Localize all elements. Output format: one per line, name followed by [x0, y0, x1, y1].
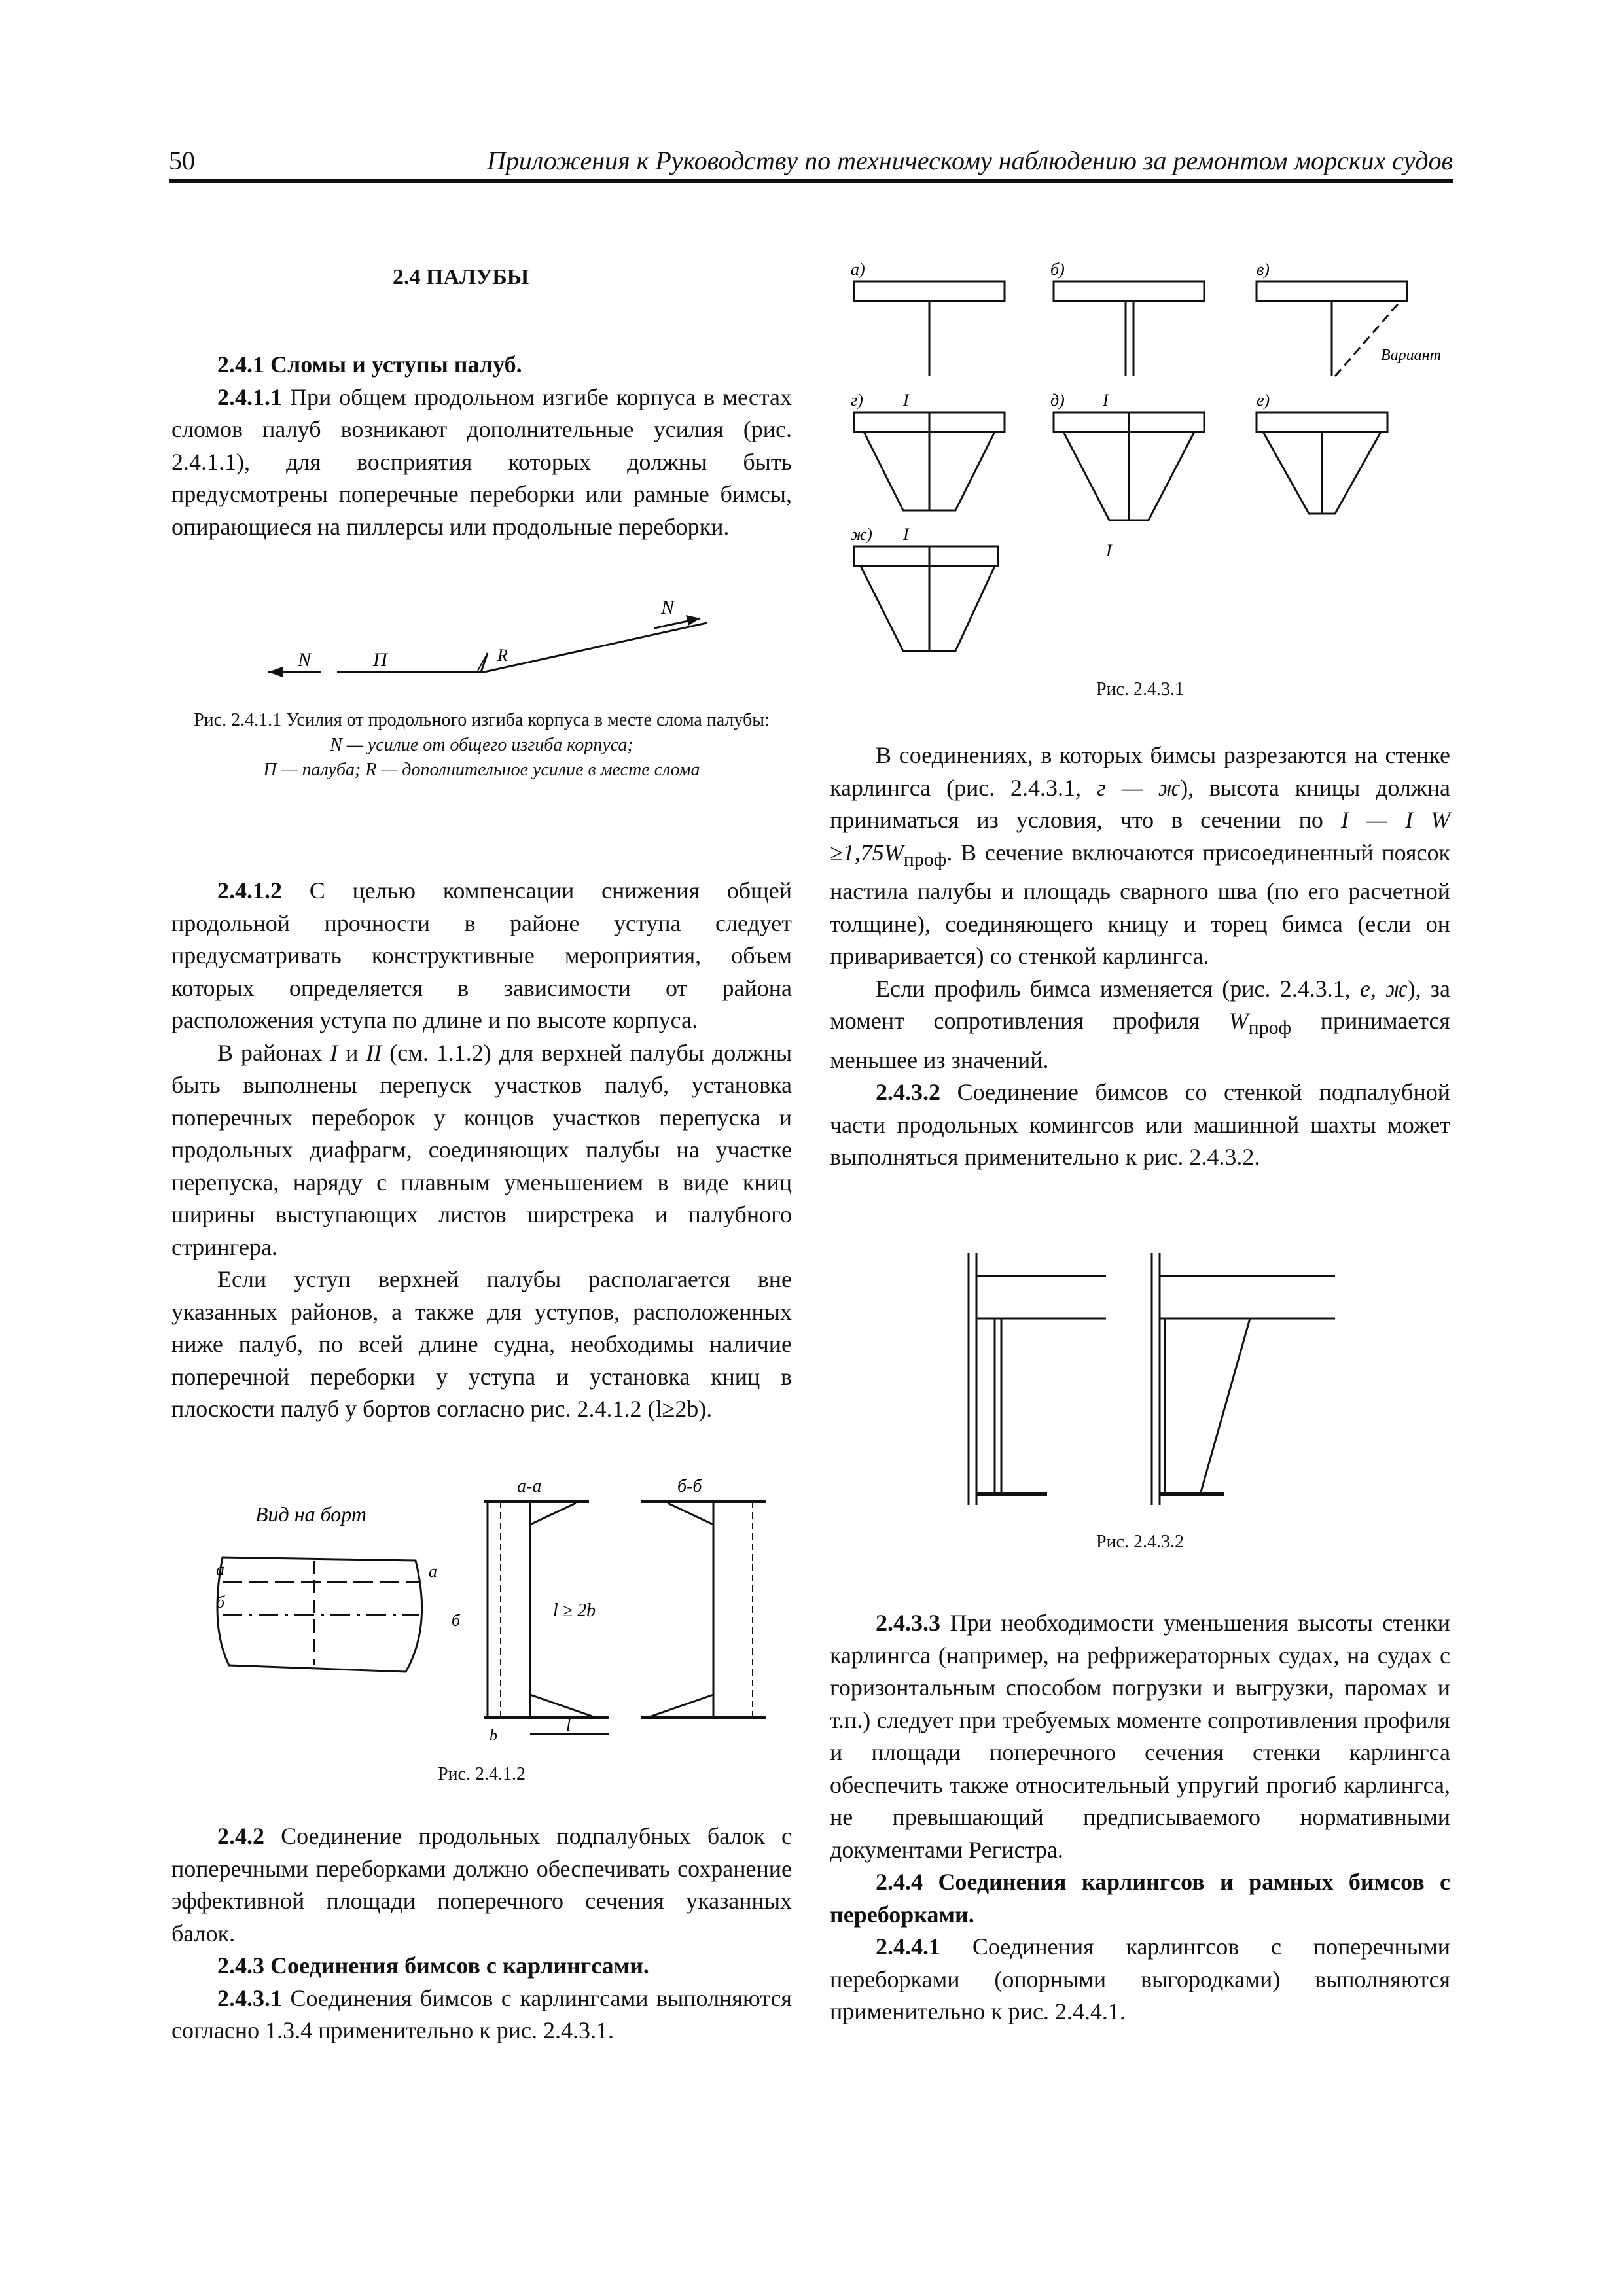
- figure-2-4-3-1: [838, 252, 1453, 671]
- view-label: Вид на борт: [255, 1502, 366, 1526]
- para-profile-change: Если профиль бимса изменяется (рис. 2.4.3.1, е, ж), за момент сопротивления профиля $W_{проф}$ принимается меньшее из значений.: [830, 975, 1450, 1073]
- caption-2-4-1-2: Рис. 2.4.1.2: [438, 1764, 526, 1784]
- dim-l-ge-2b: l ≥ 2b: [553, 1600, 596, 1621]
- para-cut-beams: В соединениях, в которых бимсы разрезаются на стенке карлингса (рис. 2.4.3.1, г — ж), высота кницы должна приниматься из условия, что в сечении по I — I $W \ge 1,75W_{проф}$. В сечение включаются присоединенный поясок настила палубы и площадь сварного шва (по его расчетной толщине), соединяющего кницу и торец бимса (если он приваривается) со стенкой карлингса.: [830, 742, 1450, 970]
- right-column-bottom: [830, 1607, 1450, 2028]
- svg-text:b: b: [490, 1727, 497, 1744]
- section-title: 2.4 ПАЛУБЫ: [393, 265, 529, 289]
- svg-text:а: а: [216, 1560, 224, 1579]
- section-bb-label: б-б: [677, 1476, 702, 1496]
- svg-text:а): а): [851, 260, 865, 279]
- para-regions: В районах I и II (см. 1.1.2) для верхней палубы должны быть выполнены перепуск участков палуб, установка поперечных переборок у концов участков перепуска и продольных диафрагм, соединяющих палубы на участке перепуска, наряду с плавным уменьшением в виде книц ширины выступающих листов ширстрека и палубного стрингера.: [171, 1039, 793, 1260]
- label-n-right: N: [661, 597, 675, 618]
- figure-2-4-1-2: [190, 1462, 792, 1750]
- para-2-4-3-3: 2.4.3.3 При необходимости уменьшения высоты стенки карлингса (например, на рефрижераторных судах, на судах с горизонтальным способом погрузки и выгрузки, паромах и т.п.) следует при требуемых моменте сопротивления профиля и площади поперечного сечения стенки карлингса обеспечить также относительный упругий прогиб карлингса, не превышающий предписываемого нормативными документами Регистра.: [830, 1610, 1450, 1863]
- svg-text:l: l: [566, 1716, 571, 1735]
- para-2-4-3-2: 2.4.3.2 Соединение бимсов со стенкой подпалубной части продольных комингсов или машинной шахты может выполняться применительно к рис. 2.4.3.2.: [830, 1079, 1450, 1171]
- para-2-4-4-1: 2.4.4.1 Соединения карлингсов с поперечными переборками (опорными выгородками) выполняются применительно к рис. 2.4.4.1.: [830, 1934, 1450, 2024]
- caption-2-4-3-1: Рис. 2.4.3.1: [1096, 679, 1184, 699]
- svg-text:ж): ж): [851, 525, 872, 544]
- heading-2-4-4: 2.4.4 Соединения карлингсов и рамных бимсов с переборками.: [830, 1869, 1450, 1928]
- svg-text:б: б: [216, 1593, 225, 1612]
- page-header: [169, 145, 1453, 183]
- label-p: П: [373, 649, 387, 671]
- caption-2-4-1-1: Рис. 2.4.1.1 Усилия от продольного изгиба корпуса в месте слома палубы: N — усилие от общего изгиба корпуса; П — палуба; R — дополнительное усилие в месте слома: [194, 710, 770, 780]
- para-outside-regions: Если уступ верхней палубы располагается вне указанных районов, а также для уступов, расположенных ниже палуб, по всей длине судна, необходимы наличие поперечной переборки у уступа и установка книц в плоскости палуб у бортов согласно рис. 2.4.1.2 (l≥2b).: [171, 1266, 792, 1422]
- svg-text:д): д): [1050, 391, 1065, 410]
- svg-text:е): е): [1257, 391, 1270, 410]
- caption-2-4-3-2: Рис. 2.4.3.2: [1096, 1532, 1184, 1552]
- figure-2-4-1-1: [249, 589, 720, 694]
- heading-2-4-1: 2.4.1 Сломы и уступы палуб.: [217, 351, 522, 378]
- svg-text:г): г): [851, 391, 863, 410]
- label-n-left: N: [298, 649, 312, 671]
- left-column-middle: [171, 875, 792, 1426]
- variant-label: Вариант: [1381, 347, 1441, 364]
- left-column-bottom: [171, 1820, 792, 2047]
- svg-text:а: а: [429, 1562, 437, 1581]
- page-number: 50: [169, 146, 195, 175]
- svg-text:б): б): [1050, 260, 1065, 279]
- right-column-top: [830, 739, 1450, 1174]
- figure-2-4-3-2: [955, 1246, 1361, 1521]
- para-2-4-3-1: 2.4.3.1 Соединения бимсов с карлингсами выполняются согласно 1.3.4 применительно к рис. 2.4.3.1.: [171, 1985, 792, 2043]
- section-aa-label: а-а: [517, 1476, 542, 1496]
- svg-text:б: б: [452, 1611, 461, 1630]
- running-title: Приложения к Руководству по техническому наблюдению за ремонтом морских судов: [486, 146, 1453, 175]
- para-2-4-1-2: 2.4.1.2 С целью компенсации снижения общей продольной прочности в районе уступа следует предусматривать конструктивные мероприятия, объем которых определяется в зависимости от района расположения уступа по длине и по высоте корпуса.: [171, 877, 792, 1033]
- left-column-top: [171, 349, 792, 543]
- para-2-4-1-1: 2.4.1.1 При общем продольном изгибе корпуса в местах сломов палуб возникают дополнительные усилия (рис. 2.4.1.1), для восприятия которых должны быть предусмотрены поперечные переборки или рамные бимсы, опирающиеся на пиллерсы или продольные переборки.: [171, 383, 792, 540]
- heading-2-4-3: 2.4.3 Соединения бимсов с карлингсами.: [217, 1952, 649, 1979]
- svg-text:I: I: [1103, 391, 1109, 410]
- svg-text:в): в): [1257, 260, 1270, 279]
- svg-text:I: I: [903, 525, 909, 544]
- label-r: R: [497, 646, 508, 665]
- svg-text:I: I: [1106, 541, 1112, 560]
- svg-text:I: I: [903, 391, 909, 410]
- para-2-4-2: 2.4.2 Соединение продольных подпалубных балок с поперечными переборками должно обеспечивать сохранение эффективной площади поперечного сечения указанных балок.: [171, 1823, 792, 1947]
